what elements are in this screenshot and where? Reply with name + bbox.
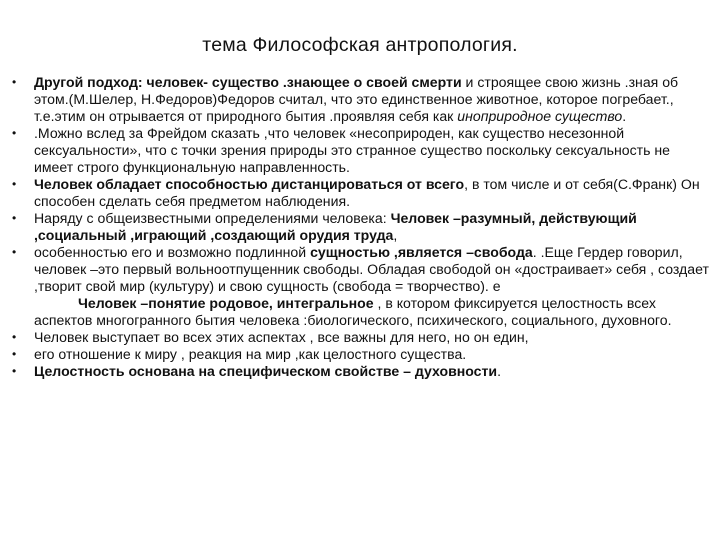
plain-text: Человек выступает во всех этих аспектах , все важны для него, но он един, — [34, 329, 529, 345]
bullet-list — [12, 74, 712, 380]
bold-text: Целостность основана на специфическом свойстве – духовности — [34, 363, 498, 379]
bullet-item-4 — [12, 210, 712, 244]
bullet-item-6 — [12, 329, 712, 346]
plain-text: , — [393, 227, 398, 243]
bullet-item-8 — [12, 363, 712, 380]
bullet-item-7 — [12, 346, 712, 363]
slide-title: тема Философская антропология. — [202, 34, 518, 56]
bold-text: Человек –понятие родовое, интегральное — [78, 295, 374, 311]
bullet-item-5 — [12, 244, 712, 329]
bullet-item-2 — [12, 125, 712, 176]
plain-text: .Можно вслед за Фрейдом сказать ,что человек «несоприроден, как существо несезонной сексуальности», что с точки зрения природы это странное существо поскольку сексуальность не имеет строго функциональную направленность. — [34, 125, 671, 175]
plain-text: . — [497, 363, 502, 379]
bullet-item-3 — [12, 176, 712, 210]
bold-text: Другой подход: человек- существо .знающее о своей смерти — [34, 74, 462, 90]
indent-spacer — [34, 295, 78, 311]
plain-text: Наряду с общеизвестными определениями человека: — [34, 210, 391, 226]
plain-text: , в том числе и от себя(С.Франк) Он способен сделать себя предметом наблюдения. — [34, 176, 700, 209]
plain-text: . .Еще Гердер говорил, человек –это первый вольноотпущенник свободы. Обладая свободой он «достраивает» себя , создает ,творит свой мир (культуру) и свою сущность (свобода = творчество). е — [34, 244, 709, 294]
bullet-item-1 — [12, 74, 712, 125]
plain-text: его отношение к миру , реакция на мир ,как целостного существа. — [34, 346, 467, 362]
italic-text: иноприродное существо — [457, 108, 623, 124]
bold-text: Человек –разумный, действующий ,социальный ,играющий ,создающий орудия труда — [34, 210, 637, 243]
plain-text: и строящее свою жизнь .зная об этом.(М.Шелер, Н.Федоров)Федоров считал, что это единственное животное, которое погребает., т.е.этим он отрывается от природного бытия .проявляя себя как — [34, 74, 679, 124]
bold-text: сущностью ,является –свобода — [310, 244, 533, 260]
plain-text: особенностью его и возможно подлинной — [34, 244, 311, 260]
plain-text: . — [622, 108, 627, 124]
bold-text: Человек обладает способностью дистанцироваться от всего — [34, 176, 465, 192]
plain-text: , в котором фиксируется целостность всех аспектов многогранного бытия человека :биологического, психического, социального, духовного. — [34, 295, 672, 328]
